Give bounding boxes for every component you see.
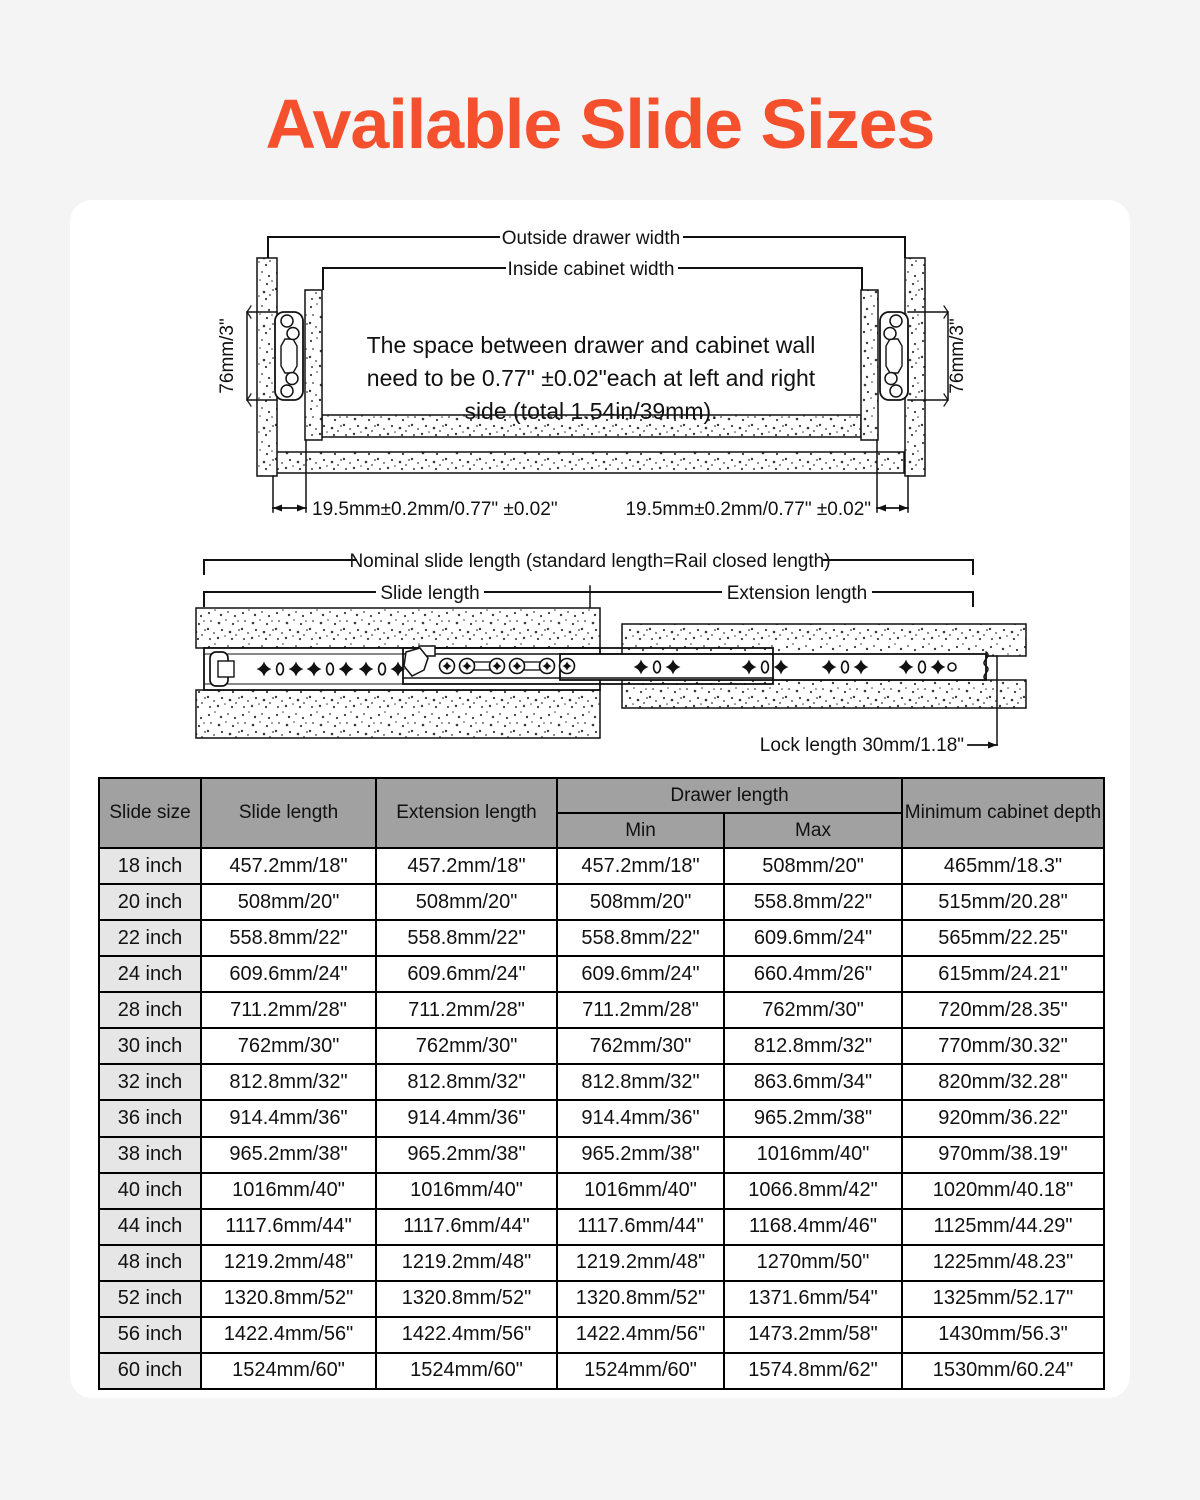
table-row: [99, 1353, 1104, 1389]
row-cell: 1325mm/52.17": [902, 1281, 1104, 1317]
table-row: [99, 1281, 1104, 1317]
slide-size-table-head: [99, 778, 1104, 848]
row-slide-size: 38 inch: [99, 1137, 201, 1173]
row-slide-size: 40 inch: [99, 1173, 201, 1209]
row-cell: 609.6mm/24": [201, 956, 376, 992]
row-slide-size: 30 inch: [99, 1028, 201, 1064]
lock-length-label: Lock length 30mm/1.18": [759, 735, 964, 756]
row-cell: 914.4mm/36": [557, 1100, 724, 1136]
row-cell: 812.8mm/32": [201, 1064, 376, 1100]
row-cell: 558.8mm/22": [724, 884, 902, 920]
row-cell: 1219.2mm/48": [557, 1245, 724, 1281]
row-cell: 1016mm/40": [724, 1137, 902, 1173]
row-cell: 1320.8mm/52": [557, 1281, 724, 1317]
table-row: [99, 956, 1104, 992]
header-drawer-min: Min: [557, 813, 724, 848]
row-cell: 457.2mm/18": [376, 848, 557, 884]
row-cell: 812.8mm/32": [557, 1064, 724, 1100]
table-row: [99, 848, 1104, 884]
row-cell: 762mm/30": [724, 992, 902, 1028]
installation-note: [367, 332, 816, 424]
row-cell: 1430mm/56.3": [902, 1317, 1104, 1353]
spec-card: [70, 200, 1130, 1398]
note-line-2: need to be 0.77" ±0.02"each at left and right: [366, 365, 816, 391]
slide-size-table-body: [99, 848, 1104, 1389]
row-cell: 515mm/20.28": [902, 884, 1104, 920]
row-cell: 1016mm/40": [376, 1173, 557, 1209]
note-line-3: side (total 1.54in/39mm).: [464, 398, 718, 424]
row-slide-size: 36 inch: [99, 1100, 201, 1136]
row-cell: 1422.4mm/56": [201, 1317, 376, 1353]
row-slide-size: 60 inch: [99, 1353, 201, 1389]
header-slide-size: Slide size: [99, 778, 201, 848]
header-slide-length: Slide length: [201, 778, 376, 848]
table-row: [99, 1317, 1104, 1353]
slide-cross-section-right: [880, 312, 908, 400]
installation-cross-section-diagram: [217, 226, 968, 520]
row-cell: 920mm/36.22": [902, 1100, 1104, 1136]
row-cell: 558.8mm/22": [376, 920, 557, 956]
slide-dimension-diagrams: [70, 200, 1130, 765]
row-slide-size: 52 inch: [99, 1281, 201, 1317]
inside-cabinet-width-dimension: [323, 257, 862, 289]
row-cell: 1530mm/60.24": [902, 1353, 1104, 1389]
row-cell: 1117.6mm/44": [557, 1209, 724, 1245]
row-slide-size: 48 inch: [99, 1245, 201, 1281]
row-cell: 1524mm/60": [557, 1353, 724, 1389]
row-cell: 565mm/22.25": [902, 920, 1104, 956]
row-cell: 720mm/28.35": [902, 992, 1104, 1028]
row-cell: 508mm/20": [557, 884, 724, 920]
table-row: [99, 920, 1104, 956]
cabinet-wall-left: [257, 258, 277, 476]
row-cell: 609.6mm/24": [724, 920, 902, 956]
row-cell: 812.8mm/32": [724, 1028, 902, 1064]
row-cell: 1125mm/44.29": [902, 1209, 1104, 1245]
cabinet-bottom-panel: [270, 452, 904, 473]
row-cell: 660.4mm/26": [724, 956, 902, 992]
row-slide-size: 32 inch: [99, 1064, 201, 1100]
nominal-length-dimension: [204, 550, 973, 574]
row-cell: 970mm/38.19": [902, 1137, 1104, 1173]
size-table-wrap: [98, 777, 1103, 1390]
inside-cabinet-width-label: Inside cabinet width: [507, 259, 675, 280]
row-cell: 465mm/18.3": [902, 848, 1104, 884]
row-cell: 820mm/32.28": [902, 1064, 1104, 1100]
row-cell: 457.2mm/18": [557, 848, 724, 884]
header-drawer-max: Max: [724, 813, 902, 848]
row-cell: 770mm/30.32": [902, 1028, 1104, 1064]
row-cell: 965.2mm/38": [557, 1137, 724, 1173]
slide-cross-section-left: [275, 312, 303, 400]
row-cell: 1016mm/40": [557, 1173, 724, 1209]
row-cell: 1320.8mm/52": [201, 1281, 376, 1317]
table-row: [99, 992, 1104, 1028]
row-cell: 914.4mm/36": [376, 1100, 557, 1136]
slide-size-table: [98, 777, 1105, 1390]
outside-drawer-width-label: Outside drawer width: [501, 228, 681, 249]
drawer-wall-left: [305, 290, 322, 440]
row-cell: 615mm/24.21": [902, 956, 1104, 992]
row-slide-size: 44 inch: [99, 1209, 201, 1245]
row-slide-size: 20 inch: [99, 884, 201, 920]
drawer-rail: [560, 652, 988, 680]
table-row: [99, 884, 1104, 920]
table-row: [99, 1245, 1104, 1281]
table-row: [99, 1064, 1104, 1100]
outside-drawer-width-dimension: [268, 226, 905, 257]
row-cell: 711.2mm/28": [201, 992, 376, 1028]
row-cell: 711.2mm/28": [376, 992, 557, 1028]
row-cell: 1524mm/60": [376, 1353, 557, 1389]
row-cell: 1320.8mm/52": [376, 1281, 557, 1317]
row-cell: 1117.6mm/44": [201, 1209, 376, 1245]
row-cell: 508mm/20": [724, 848, 902, 884]
row-cell: 762mm/30": [201, 1028, 376, 1064]
drawer-wall-right: [861, 290, 878, 440]
header-drawer-length: Drawer length: [557, 778, 902, 813]
nominal-length-label: Nominal slide length (standard length=Rail closed length): [349, 551, 831, 572]
row-cell: 1574.8mm/62": [724, 1353, 902, 1389]
row-slide-size: 18 inch: [99, 848, 201, 884]
note-line-1: The space between drawer and cabinet wall: [366, 332, 816, 358]
row-cell: 1225mm/48.23": [902, 1245, 1104, 1281]
row-cell: 1473.2mm/58": [724, 1317, 902, 1353]
row-cell: 1117.6mm/44": [376, 1209, 557, 1245]
row-slide-size: 28 inch: [99, 992, 201, 1028]
row-cell: 711.2mm/28": [557, 992, 724, 1028]
slide-height-label-left: 76mm/3": [217, 318, 238, 394]
row-cell: 965.2mm/38": [376, 1137, 557, 1173]
row-cell: 965.2mm/38": [201, 1137, 376, 1173]
row-cell: 812.8mm/32": [376, 1064, 557, 1100]
row-cell: 1016mm/40": [201, 1173, 376, 1209]
drawer-block-top: [622, 624, 1026, 656]
row-cell: 1066.8mm/42": [724, 1173, 902, 1209]
row-slide-size: 24 inch: [99, 956, 201, 992]
side-gap-label-right: 19.5mm±0.2mm/0.77" ±0.02": [625, 499, 871, 520]
table-row: [99, 1028, 1104, 1064]
row-cell: 508mm/20": [201, 884, 376, 920]
row-cell: 762mm/30": [376, 1028, 557, 1064]
table-row: [99, 1100, 1104, 1136]
row-cell: 863.6mm/34": [724, 1064, 902, 1100]
row-cell: 609.6mm/24": [557, 956, 724, 992]
row-cell: 914.4mm/36": [201, 1100, 376, 1136]
row-slide-size: 22 inch: [99, 920, 201, 956]
extension-length-label: Extension length: [726, 583, 868, 604]
row-cell: 1020mm/40.18": [902, 1173, 1104, 1209]
cabinet-block-bottom: [196, 690, 600, 738]
row-cell: 508mm/20": [376, 884, 557, 920]
row-cell: 1371.6mm/54": [724, 1281, 902, 1317]
row-cell: 1422.4mm/56": [557, 1317, 724, 1353]
row-slide-size: 56 inch: [99, 1317, 201, 1353]
row-cell: 1422.4mm/56": [376, 1317, 557, 1353]
row-cell: 762mm/30": [557, 1028, 724, 1064]
page-title: Available Slide Sizes: [265, 85, 935, 163]
side-gap-label-left: 19.5mm±0.2mm/0.77" ±0.02": [312, 499, 558, 520]
row-cell: 457.2mm/18": [201, 848, 376, 884]
slide-length-diagram: [196, 550, 1026, 756]
table-row: [99, 1137, 1104, 1173]
row-cell: 1168.4mm/46": [724, 1209, 902, 1245]
row-cell: 558.8mm/22": [201, 920, 376, 956]
row-cell: 1219.2mm/48": [376, 1245, 557, 1281]
header-extension-length: Extension length: [376, 778, 557, 848]
table-row: [99, 1173, 1104, 1209]
slide-height-label-right: 76mm/3": [947, 318, 968, 394]
table-row: [99, 1209, 1104, 1245]
row-cell: 558.8mm/22": [557, 920, 724, 956]
row-cell: 1270mm/50": [724, 1245, 902, 1281]
row-cell: 965.2mm/38": [724, 1100, 902, 1136]
row-cell: 1524mm/60": [201, 1353, 376, 1389]
header-min-cabinet-depth: Minimum cabinet depth: [902, 778, 1104, 848]
row-cell: 1219.2mm/48": [201, 1245, 376, 1281]
cabinet-block-top: [196, 608, 600, 648]
row-cell: 609.6mm/24": [376, 956, 557, 992]
slide-length-label: Slide length: [380, 583, 480, 604]
